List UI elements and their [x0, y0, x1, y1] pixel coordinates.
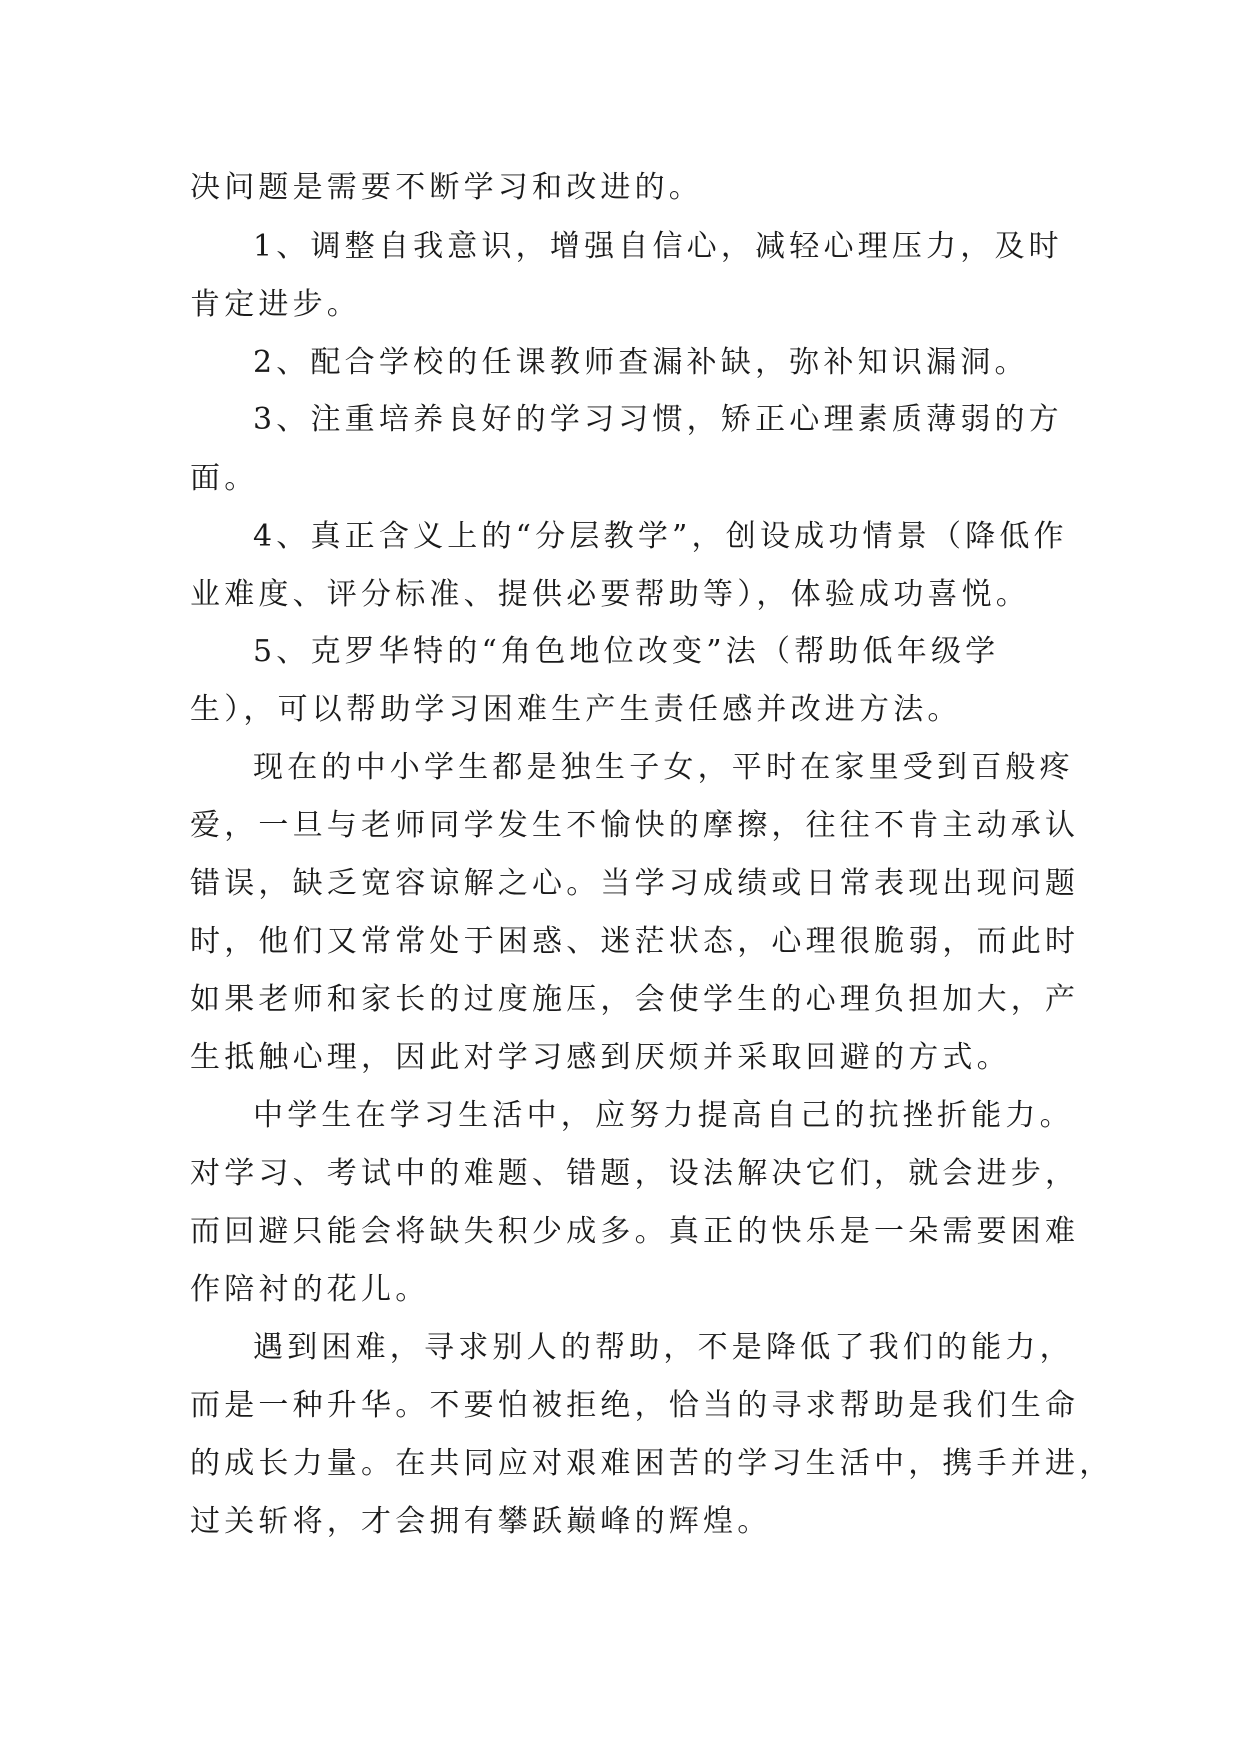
paragraph-1-line-4: 时，他们又常常处于困惑、迷茫状态，心理很脆弱，而此时 [190, 924, 1080, 959]
paragraph-1-line-2: 爱，一旦与老师同学发生不愉快的摩擦，往往不肯主动承认 [190, 808, 1080, 843]
paragraph-3-line-1: 遇到困难，寻求别人的帮助，不是降低了我们的能力， [253, 1330, 1074, 1365]
paragraph-3-line-2: 而是一种升华。不要怕被拒绝，恰当的寻求帮助是我们生命 [190, 1388, 1080, 1423]
list-item-1-line-2: 肯定进步。 [190, 287, 361, 322]
list-item-4-line-1: 4、真正含义上的“分层教学”，创设成功情景（降低作 [253, 519, 1068, 554]
paragraph-1-line-1: 现在的中小学生都是独生子女，平时在家里受到百般疼 [253, 750, 1074, 785]
paragraph-3-line-3: 的成长力量。在共同应对艰难困苦的学习生活中，携手并进， [190, 1446, 1114, 1481]
paragraph-2-line-1: 中学生在学习生活中，应努力提高自己的抗挫折能力。 [253, 1098, 1074, 1133]
list-item-4-line-2: 业难度、评分标准、提供必要帮助等），体验成功喜悦。 [190, 577, 1030, 612]
paragraph-2-line-3: 而回避只能会将缺失积少成多。真正的快乐是一朵需要困难 [190, 1214, 1080, 1249]
text-line: 决问题是需要不断学习和改进的。 [190, 170, 703, 205]
list-item-2: 2、配合学校的任课教师查漏补缺，弥补知识漏洞。 [253, 345, 1029, 380]
list-item-3-line-2: 面。 [190, 461, 259, 496]
paragraph-2-line-2: 对学习、考试中的难题、错题，设法解决它们，就会进步， [190, 1156, 1080, 1191]
list-item-1-line-1: 1、调整自我意识，增强自信心，减轻心理压力，及时 [253, 229, 1063, 264]
list-item-5-line-1: 5、克罗华特的“角色地位改变”法（帮助低年级学 [253, 634, 1000, 669]
list-item-3-line-1: 3、注重培养良好的学习习惯，矫正心理素质薄弱的方 [253, 402, 1063, 437]
list-item-5-line-2: 生），可以帮助学习困难生产生责任感并改进方法。 [190, 692, 962, 727]
paragraph-2-line-4: 作陪衬的花儿。 [190, 1272, 430, 1307]
paragraph-1-line-6: 生抵触心理，因此对学习感到厌烦并采取回避的方式。 [190, 1040, 1011, 1075]
paragraph-1-line-5: 如果老师和家长的过度施压，会使学生的心理负担加大，产 [190, 982, 1080, 1017]
paragraph-1-line-3: 错误，缺乏宽容谅解之心。当学习成绩或日常表现出现问题 [190, 866, 1080, 901]
paragraph-3-line-4: 过关斩将，才会拥有攀跃巅峰的辉煌。 [190, 1504, 772, 1539]
